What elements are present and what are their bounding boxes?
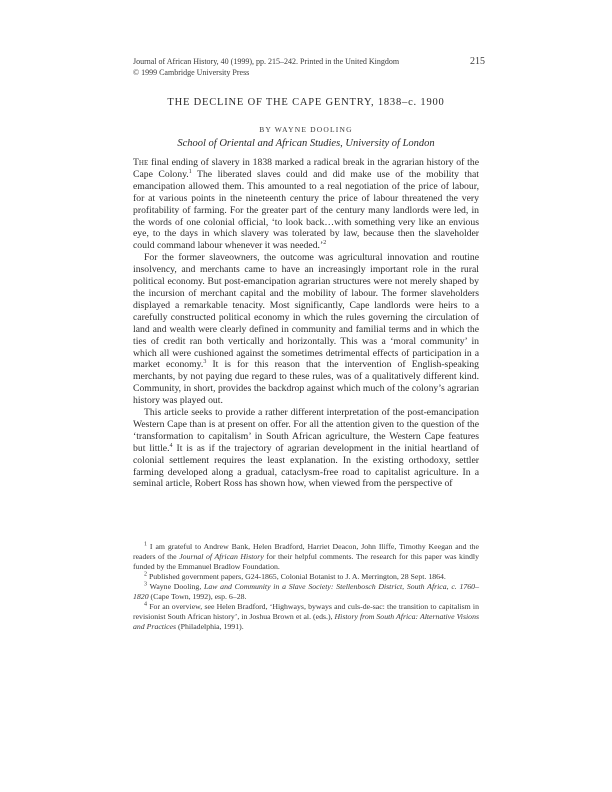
footnote-number: 4 — [144, 601, 147, 608]
drop-lead-word: The — [133, 157, 149, 168]
footnote-text: I am grateful to Andrew Bank, Helen Bradford, Harriet Deacon, John Iliffe, Timothy Keegan and the readers of the — [133, 542, 479, 561]
body-paragraph — [133, 407, 479, 490]
body-paragraph — [133, 157, 479, 252]
running-header — [133, 57, 463, 78]
paragraph-text: It is for this reason that the intervention of English-speaking merchants, by not paying due regard to these rules, was of a qualitatively different kind. Community, in short, provides the backdrop against which much of the colony’s agrarian history was played out. — [133, 359, 479, 407]
paragraph-text: final ending of slavery in 1838 marked a radical break in the agrarian history of the Cape Colony. — [133, 157, 479, 180]
journal-name: Journal of African History — [179, 552, 264, 561]
paragraph-text: For the former slaveowners, the outcome was agricultural innovation and routine insolvency, and merchants came to have an increasingly important role in the rural political economy. But post-emancipation agrarian structures were not merely shaped by the incursion of merchant capital and the mobility of labour. The former slaveholders displayed a remarkable tenacity. Most significantly, Cape landlords were heirs to a carefully constructed political economy in which the rules governing the circulation of land and wealth were clearly defined in community and familial terms and in which the ties of credit ran both vertically and horizontally. This was a ‘moral community’ in which all were cushioned against the sometimes detrimental effects of participation in a market economy. — [133, 252, 479, 371]
copyright-line: © 1999 Cambridge University Press — [133, 67, 250, 77]
journal-citation: Journal of African History, 40 (1999), pp. 215–242. Printed in the United Kingdom — [133, 57, 400, 66]
footnote-text: for their helpful comments. The research for this paper was kindly funded by the Emmanuel Bradlow Foundation. — [133, 552, 479, 571]
footnote-text: (Cape Town, 1992), esp. 6–28. — [148, 592, 247, 601]
page-number: 215 — [470, 56, 485, 67]
author-affiliation: School of Oriental and African Studies, University of London — [177, 138, 435, 149]
paragraph-text: It is as if the trajectory of agrarian development in the initial heartland of colonial settlement requires the least explanation. In the existing orthodoxy, settler farming developed along a gradual, cataclysm-free road to capitalist agriculture. In a seminal article, Robert Ross has shown how, when viewed from the perspective of — [133, 442, 480, 490]
paragraph-text: The liberated slaves could and did make use of the mobility that emancipation allowed them. This amounted to a real negotiation of the price of labour, for at various points in the nineteenth century the price of labour threatened the very profitability of farming. For the greater part of the century many landlords were led, in the words of one colonial official, ‘to look back…with something very like an envious eye, to the days in which slavery was tolerated by law, because then the slaveholder could command labour whenever it was needed.’ — [133, 168, 479, 252]
footnote-ref[interactable]: 1 — [188, 168, 192, 175]
footnote-ref[interactable]: 3 — [203, 359, 207, 366]
footnote — [133, 582, 479, 602]
footnote-text: For an overview, see Helen Bradford, ‘Highways, byways and culs-de-sac: the transition to capitalism in revisionist South African history’, in Joshua Brown et al. (eds.), — [133, 602, 479, 621]
footnote-text: (Philadelphia, 1991). — [176, 622, 244, 631]
footnote-ref[interactable]: 2 — [323, 240, 327, 247]
book-title: History from South Africa: Alternative Visions and Practices — [133, 612, 479, 631]
footnote-number: 3 — [144, 581, 147, 588]
footnote-text: Wayne Dooling, — [147, 582, 205, 591]
body-paragraph — [133, 252, 479, 407]
book-title: Law and Community in a Slave Society: Stellenbosch District, South Africa, c. 1760–1820 — [133, 582, 479, 601]
article-body — [133, 157, 479, 490]
footnote-number: 1 — [144, 541, 147, 548]
footnotes-section — [133, 542, 479, 632]
paragraph-text: This article seeks to provide a rather different interpretation of the post-emancipation Western Cape than is at present on offer. For all the attention given to the question of the ‘transformation to capitalism’ in South African agriculture, the Western Cape features but little. — [133, 407, 479, 454]
author-byline: BY WAYNE DOOLING — [259, 125, 353, 134]
footnote-text: Published government papers, G24-1865, Colonial Botanist to J. A. Merrington, 28 Sept. 1864. — [147, 572, 446, 581]
footnote — [133, 572, 479, 582]
footnote — [133, 602, 479, 632]
footnote — [133, 542, 479, 572]
footnote-number: 2 — [144, 571, 147, 578]
article-title: THE DECLINE OF THE CAPE GENTRY, 1838–c. 1900 — [167, 97, 445, 108]
footnote-ref[interactable]: 4 — [169, 442, 173, 449]
